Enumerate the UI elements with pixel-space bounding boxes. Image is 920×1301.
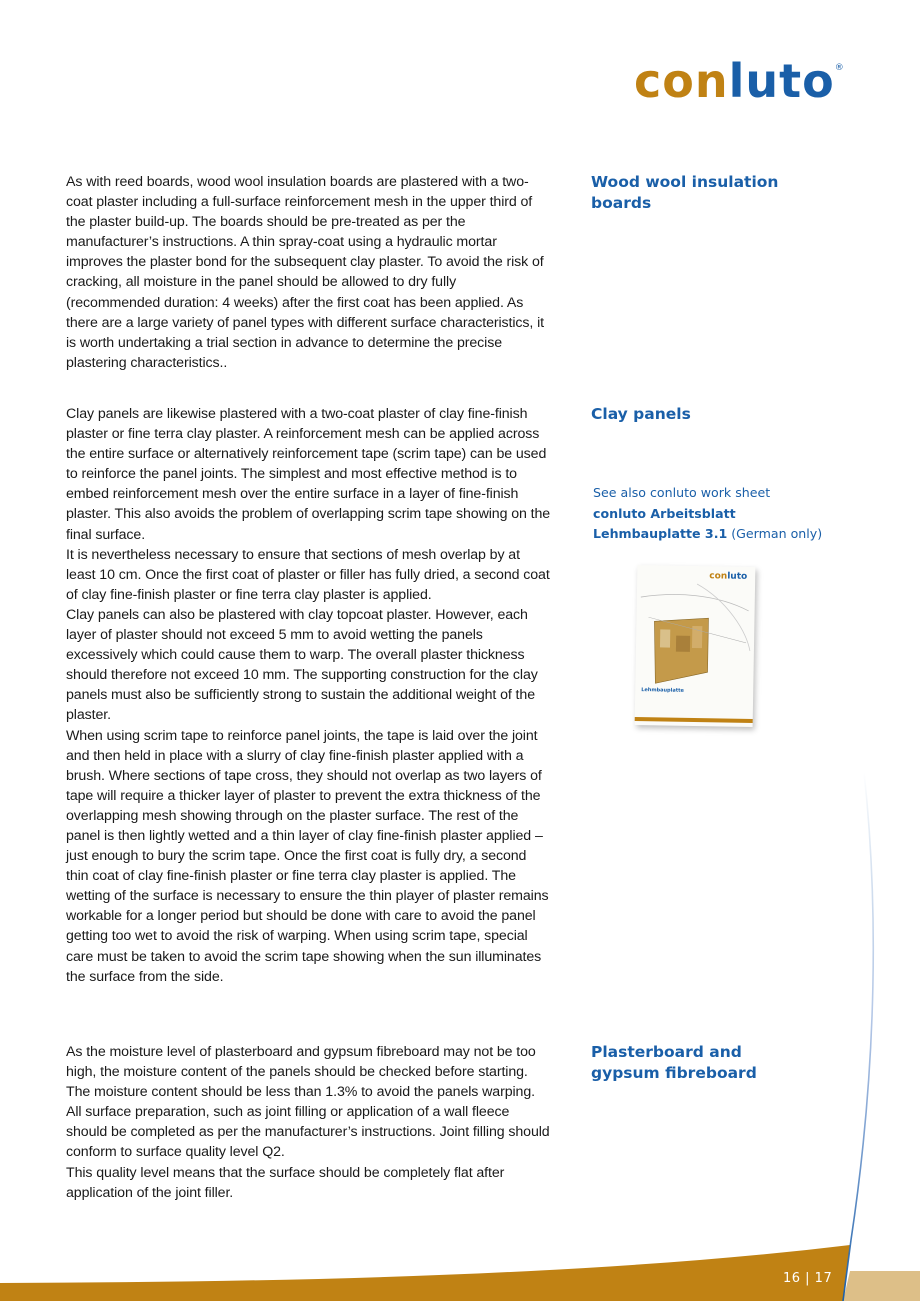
section-plasterboard-text (66, 1042, 552, 1203)
booklet-title: Lehmbauplatte (641, 687, 684, 694)
booklet-footer-bar (635, 717, 753, 723)
footer-light-band (843, 1271, 920, 1301)
paragraph: Clay panels are likewise plastered with a two-coat plaster of clay fine-finish plaster or fine terra clay plaster. A reinforcement mesh can be applied across the entire surface or alternatively reinforcement tape (scrim tape) can be used to reinforce the panel joints. The simplest and most effective method is to embed reinforcement mesh over the entire surface in a layer of fine-finish plaster. This also avoids the problem of overlapping scrim tape showing on the final surface. (66, 406, 551, 543)
paragraph: As with reed boards, wood wool insulation boards are plastered with a two-coat plaster including a full-surface reinforcement mesh in the upper third of the plaster build-up. The boards should be pre-treated as per the manufacturer’s instructions. A thin spray-coat using a hydraulic mortar improves the plaster bond for the subsequent clay plaster. To avoid the risk of cracking, all moisture in the panel should be allowed to dry fully (recommended duration: 4 weeks) after the first coat has been applied. As there are a large variety of panel types with different surface characteristics, it is worth undertaking a trial section in advance to determine the precise plastering characteristics.. (66, 174, 544, 371)
booklet-illustration (635, 579, 755, 701)
heading-clay-panels: Clay panels (591, 405, 691, 423)
blue-curve-line (843, 772, 873, 1301)
conluto-logo: conluto® (634, 54, 845, 108)
paragraph: It is nevertheless necessary to ensure that sections of mesh overlap by at least 10 cm. Once the first coat of plaster or filler has fully dried, a second coat of clay fine-finish plaster or fine terra clay plaster is applied. (66, 546, 550, 603)
booklet-logo: conluto (709, 571, 748, 582)
section-wood-wool-text (66, 172, 552, 373)
see-also-note (593, 483, 853, 545)
note-line-1: See also conluto work sheet (593, 485, 771, 500)
paragraph: This quality level means that the surface should be completely flat after application of the joint filler. (66, 1164, 505, 1201)
page-numbers: 16 | 17 (783, 1271, 833, 1286)
paragraph: Clay panels can also be plastered with clay topcoat plaster. However, each layer of plaster should not exceed 5 mm to avoid wetting the panels excessively which could cause them to warp. The overall plaster thickness should therefore not exceed 10 mm. The supporting construction for the clay panels must also be sufficiently strong to sustain the additional weight of the plaster. (66, 606, 538, 724)
heading-wood-wool: Wood wool insulation boards (591, 173, 779, 212)
note-language: (German only) (727, 526, 823, 541)
footer-orange-wave (0, 1245, 850, 1301)
heading-plasterboard: Plasterboard and gypsum fibreboard (591, 1043, 757, 1082)
section-clay-panels-text (66, 404, 552, 987)
paragraph: As the moisture level of plasterboard and gypsum fibreboard may not be too high, the moisture content of the panels should be checked before starting. The moisture content should be less than 1.3% to avoid the panels warping. All surface preparation, such as joint filling or application of a wall fleece should be completed as per the manufacturer’s instructions. Joint filling should conform to surface quality level Q2. (66, 1044, 550, 1161)
note-worksheet-title: Lehmbauplatte 3.1 (593, 526, 728, 541)
worksheet-cover-image (635, 565, 756, 727)
note-line-2: conluto Arbeitsblatt (593, 505, 736, 521)
paragraph: When using scrim tape to reinforce panel joints, the tape is laid over the joint and then held in place with a slurry of clay fine-finish plaster applied with a brush. Where sections of tape cross, they should not overlap as two layers of tape will require a thicker layer of plaster to prevent the extra thickness of the overlapping mesh showing through on the plaster surface. The rest of the panel is then lightly wetted and a thin layer of clay fine-finish plaster applied – just enough to bury the scrim tape. Once the first coat is fully dry, a second thin coat of clay fine-finish plaster or fine terra clay plaster is applied. The wetting of the surface is necessary to ensure the thin player of plaster remains workable for a longer period but should be done with care to avoid the panel getting too wet to avoid the risk of warping. When using scrim tape, special care must be taken to avoid the scrim tape showing when the sun illuminates the surface from the side. (66, 727, 549, 985)
